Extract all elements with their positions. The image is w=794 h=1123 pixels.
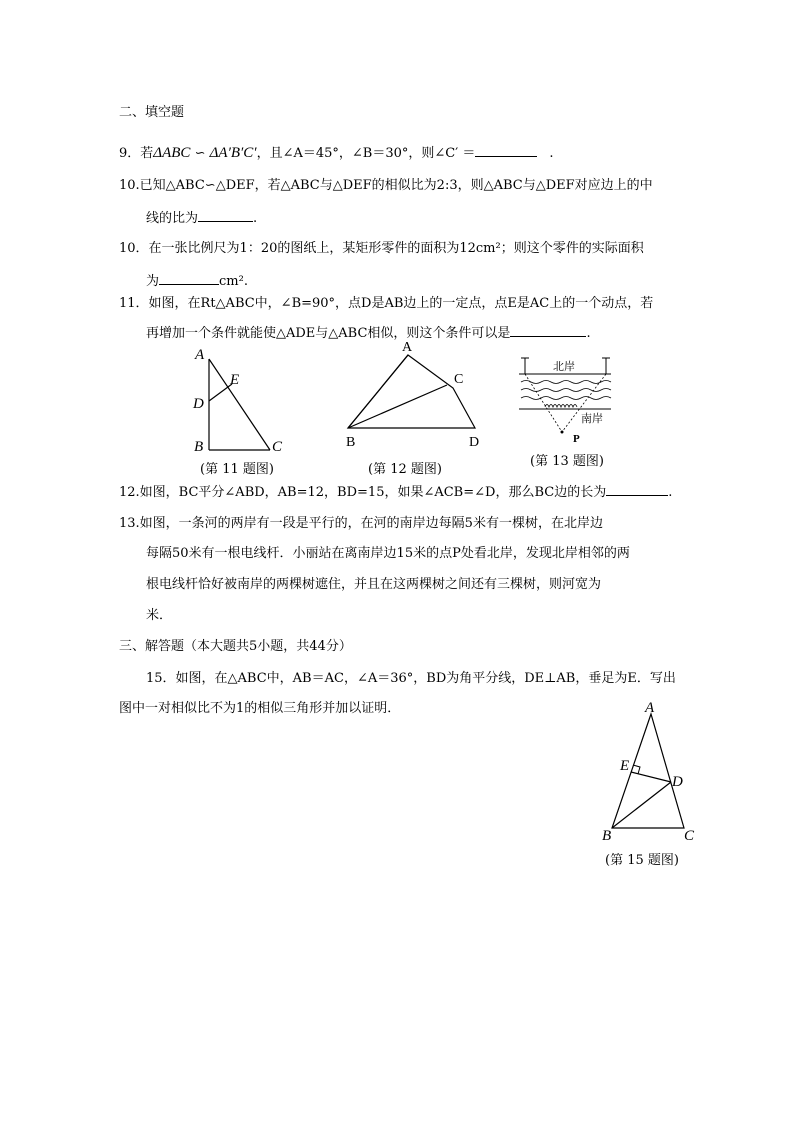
figure-12: [338, 336, 498, 456]
question-13-line3: 根电线杆恰好被南岸的两棵树遮住，并且在这两棵树之间还有三棵树，则河宽为: [146, 577, 602, 592]
q9-end: .: [549, 146, 554, 161]
q10a-end: .: [253, 211, 258, 226]
fig13-label-south: 南岸: [581, 413, 603, 425]
figure-13: [513, 352, 623, 447]
q10b-unit: cm².: [219, 274, 248, 289]
question-13-line2: 每隔50米有一根电线杆．小丽站在离南岸边15米的点P处看北岸，发现北岸相邻的两: [146, 546, 630, 561]
fig11-label-e: E: [230, 372, 240, 388]
fig13-trees: [545, 405, 577, 408]
fig12-segment-ac: [348, 355, 408, 428]
fig15-segment-de: [631, 772, 671, 782]
fig12-segment-bc: [348, 385, 447, 428]
question-11-line1: 11．如图，在Rt△ABC中，∠B=90°，点D是AB边上的一定点，点E是AC上的一个动点，若: [119, 296, 654, 311]
fig15-label-c: C: [684, 828, 695, 844]
fig12-caption: (第 12 题图): [368, 462, 442, 477]
q12-answer-blank[interactable]: [606, 481, 668, 496]
q10b-text: 为: [146, 274, 160, 289]
question-13-line4: 米．: [146, 608, 173, 623]
q10a-answer-blank[interactable]: [198, 207, 253, 222]
section-2-title: 二、填空题: [119, 105, 185, 120]
question-15-line1: 15．如图，在△ABC中，AB＝AC，∠A＝36°，BD为角平分线，DE⊥AB，垂足为E．写出: [146, 671, 676, 686]
fig12-label-c: C: [454, 372, 464, 387]
fig15-label-b: B: [602, 828, 612, 844]
question-10a-line1: 10.已知△ABC∽△DEF，若△ABC与△DEF的相似比为2:3，则△ABC与△DEF对应边上的中: [119, 178, 653, 193]
question-15-line2: 图中一对相似比不为1的相似三角形并加以证明．: [119, 701, 401, 716]
fig13-point-p: [561, 431, 564, 434]
fig15-segment-bd: [612, 782, 671, 828]
q11-text: 再增加一个条件就能使△ADE与△ABC相似，则这个条件可以是: [146, 326, 511, 341]
question-13-line1: 13.如图，一条河的两岸有一段是平行的，在河的南岸边每隔5米有一棵树，在北岸边: [119, 516, 603, 531]
fig11-label-c: C: [272, 439, 283, 455]
fig12-label-b: B: [346, 435, 356, 450]
q12-text: 12.如图，BC平分∠ABD，AB=12，BD=15，如果∠ACB=∠D，那么BC边的长为: [119, 485, 607, 500]
fig11-label-d: D: [193, 396, 204, 412]
section-3-title: 三、解答题（本大题共5小题，共44分）: [119, 639, 352, 654]
q9-triangle-1: ΔABC: [153, 145, 191, 161]
fig11-label-b: B: [194, 439, 204, 455]
fig13-sight-left: [525, 374, 562, 432]
q9-similar-sign: ∽: [194, 146, 206, 161]
fig13-label-north: 北岸: [553, 361, 575, 373]
question-10a-line2: [146, 207, 257, 228]
fig11-caption: (第 11 题图): [200, 462, 274, 477]
fig13-water-3: [521, 397, 611, 400]
q9-answer-blank[interactable]: [475, 142, 537, 157]
q10b-answer-blank[interactable]: [159, 270, 219, 285]
question-12: [119, 481, 672, 502]
fig13-water-1: [521, 381, 611, 384]
fig15-label-e: E: [620, 758, 630, 774]
question-10b-line1: 10．在一张比例尺为1：20的图纸上，某矩形零件的面积为12cm²；则这个零件的实际面积: [119, 241, 644, 256]
q11-answer-blank[interactable]: [510, 322, 586, 337]
fig15-label-d: D: [672, 774, 683, 790]
fig11-label-a: A: [195, 347, 205, 363]
question-10b-line2: [146, 270, 248, 291]
q9-condition: ，且∠A＝45°，∠B＝30°，则∠C′ ＝: [256, 146, 476, 161]
figure-11: [190, 342, 295, 457]
fig11-side-ac: [209, 359, 270, 450]
fig12-label-a: A: [402, 340, 413, 355]
q9-triangle-2: ΔA′B′C′: [209, 145, 257, 161]
fig12-outline: [348, 355, 475, 428]
fig15-label-a: A: [645, 700, 655, 716]
q11-end: .: [586, 326, 591, 341]
q10a-text: 线的比为: [146, 211, 199, 226]
figure-15: [598, 700, 703, 845]
q9-number: 9．若: [119, 146, 154, 161]
fig12-label-d: D: [469, 435, 480, 450]
fig13-caption: (第 13 题图): [530, 454, 604, 469]
question-9: [119, 142, 553, 163]
q12-end: .: [668, 485, 673, 500]
fig15-caption: (第 15 题图): [605, 853, 679, 868]
fig13-label-p: P: [573, 433, 580, 445]
fig11-segment-de: [209, 384, 232, 401]
